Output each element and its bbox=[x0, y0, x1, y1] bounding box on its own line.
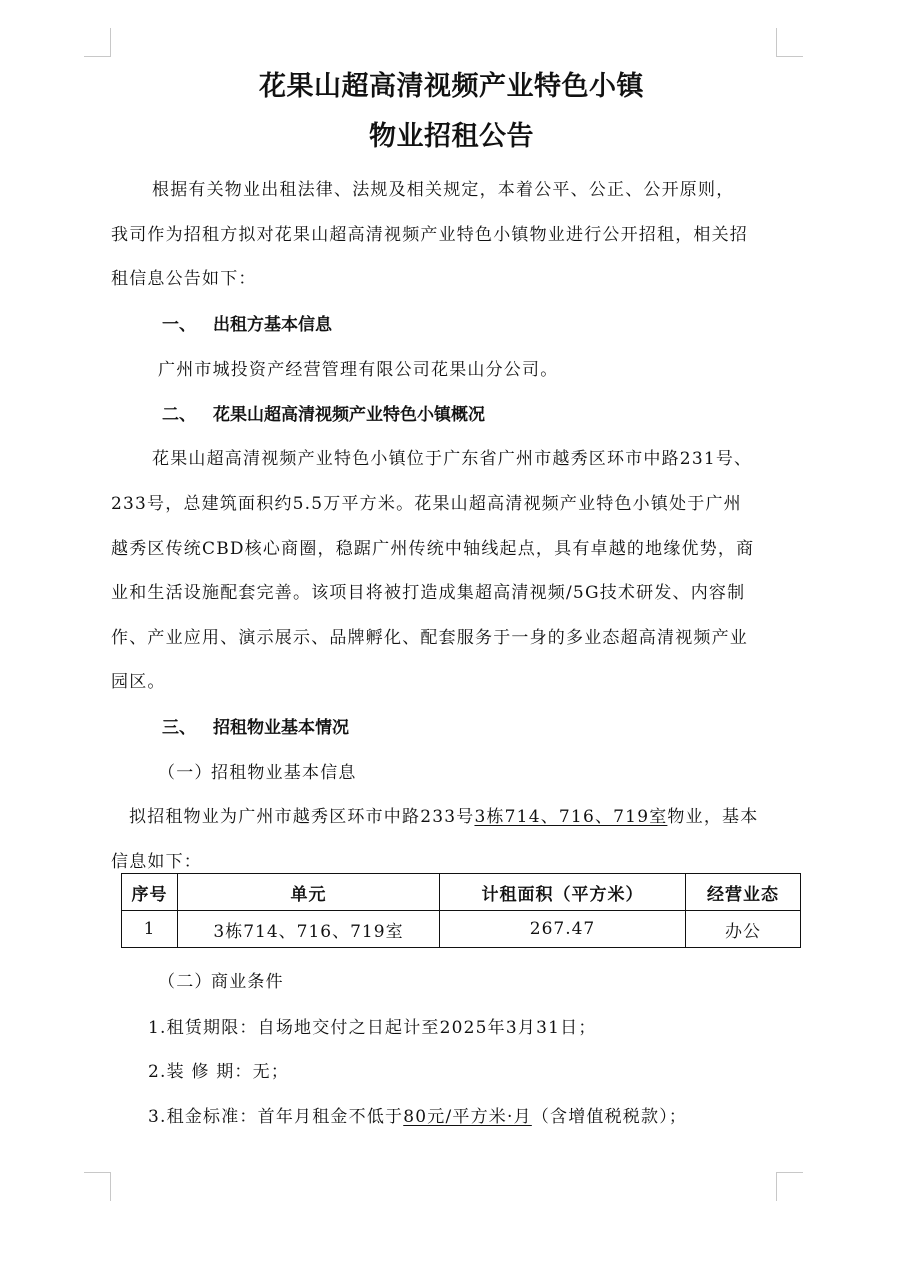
table-header-row bbox=[122, 874, 801, 911]
table-cell-usage: 办公 bbox=[686, 911, 801, 948]
crop-mark-top-left bbox=[84, 28, 111, 57]
condition-item-2: 2.装 修 期：无； bbox=[148, 1062, 290, 1082]
table-header-cell: 序号 bbox=[122, 874, 178, 911]
condition-item-1: 1.租赁期限：自场地交付之日起计至2025年3月31日； bbox=[148, 1018, 597, 1038]
table-header-cell: 经营业态 bbox=[686, 874, 801, 911]
section-2-line-5: 作、产业应用、演示展示、品牌孵化、配套服务于一身的多业态超高清视频产业 bbox=[111, 628, 748, 648]
subsection-1-heading bbox=[158, 758, 357, 783]
subsection-2-number: （二） bbox=[158, 972, 213, 992]
rent-standard-tail: （含增值税税款）； bbox=[531, 1107, 688, 1127]
subsection-1-line-2: 信息如下： bbox=[111, 852, 202, 872]
section-3-title: 招租物业基本情况 bbox=[213, 718, 349, 738]
table-header-cell: 单元 bbox=[178, 874, 440, 911]
crop-mark-top-right bbox=[776, 28, 803, 57]
subsection-1-line-1 bbox=[129, 802, 758, 827]
section-2-line-2: 233号，总建筑面积约5.5万平方米。花果山超高清视频产业特色小镇处于广州 bbox=[111, 494, 742, 514]
section-3-number: 三、 bbox=[162, 718, 196, 738]
section-3-heading bbox=[162, 713, 349, 738]
section-1-heading bbox=[162, 310, 332, 335]
property-address-tail: 物业，基本 bbox=[667, 807, 759, 827]
rent-standard-underlined: 80元/平方米·月 bbox=[403, 1107, 532, 1127]
property-info-table bbox=[121, 873, 801, 948]
subsection-1-number: （一） bbox=[158, 763, 213, 783]
table-header-cell: 计租面积（平方米） bbox=[440, 874, 686, 911]
crop-mark-bottom-left bbox=[84, 1172, 111, 1201]
section-1-title: 出租方基本信息 bbox=[213, 315, 332, 335]
section-2-number: 二、 bbox=[162, 405, 196, 425]
crop-mark-bottom-right bbox=[776, 1172, 803, 1201]
document-title-line2: 物业招租公告 bbox=[369, 121, 534, 152]
table-cell-area: 267.47 bbox=[440, 911, 686, 948]
section-2-heading bbox=[162, 400, 485, 425]
section-2-line-6: 园区。 bbox=[111, 672, 166, 692]
table-cell-index: 1 bbox=[122, 911, 178, 948]
subsection-2-title: 商业条件 bbox=[211, 972, 284, 992]
intro-line-1: 根据有关物业出租法律、法规及相关规定，本着公平、公正、公开原则， bbox=[152, 180, 735, 200]
condition-item-3 bbox=[148, 1102, 687, 1127]
section-1-number: 一、 bbox=[162, 315, 196, 335]
document-title-line1: 花果山超高清视频产业特色小镇 bbox=[259, 71, 644, 102]
property-address-text: 拟招租物业为广州市越秀区环市中路233号 bbox=[129, 807, 475, 827]
intro-line-3: 租信息公告如下： bbox=[111, 269, 257, 289]
section-2-title: 花果山超高清视频产业特色小镇概况 bbox=[213, 405, 485, 425]
subsection-1-title: 招租物业基本信息 bbox=[211, 763, 357, 783]
section-2-line-1: 花果山超高清视频产业特色小镇位于广东省广州市越秀区环市中路231号、 bbox=[152, 449, 753, 469]
subsection-2-heading bbox=[158, 967, 284, 992]
section-1-body: 广州市城投资产经营管理有限公司花果山分公司。 bbox=[158, 360, 559, 380]
property-units-underlined: 3栋714、716、719室 bbox=[474, 807, 668, 827]
table-row bbox=[122, 911, 801, 948]
intro-line-2: 我司作为招租方拟对花果山超高清视频产业特色小镇物业进行公开招租，相关招 bbox=[111, 225, 748, 245]
table-cell-unit: 3栋714、716、719室 bbox=[178, 911, 440, 948]
section-2-line-3: 越秀区传统CBD核心商圈，稳踞广州传统中轴线起点，具有卓越的地缘优势，商 bbox=[111, 539, 755, 559]
section-2-line-4: 业和生活设施配套完善。该项目将被打造成集超高清视频/5G技术研发、内容制 bbox=[111, 583, 746, 603]
rent-standard-text: 3.租金标准：首年月租金不低于 bbox=[148, 1107, 404, 1127]
